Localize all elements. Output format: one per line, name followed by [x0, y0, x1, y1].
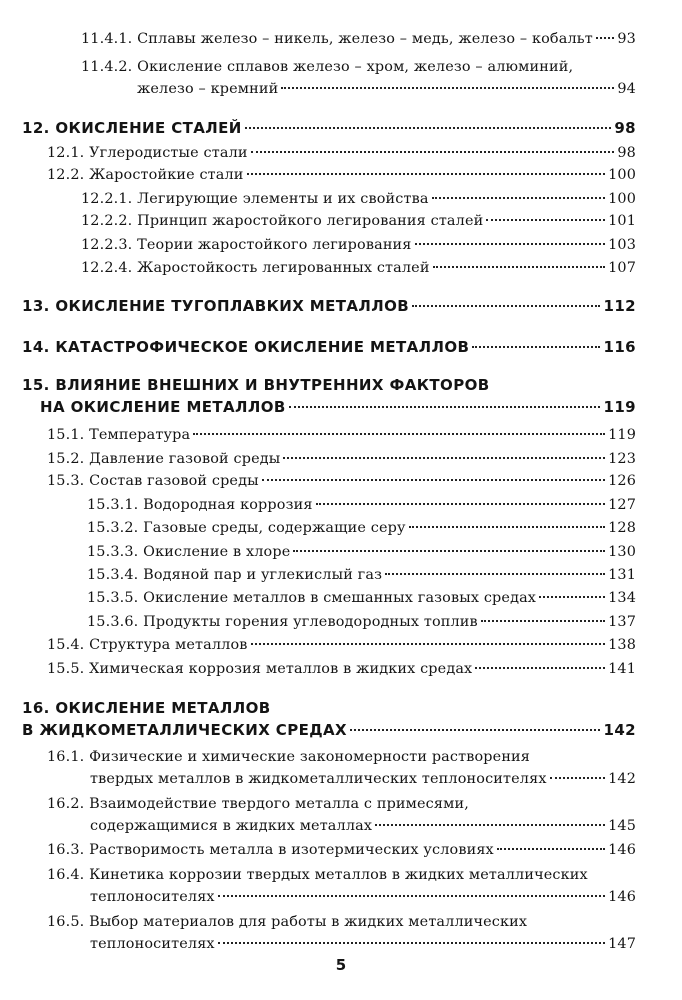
- toc-entry-15: [22, 374, 636, 418]
- dot-leader: [385, 573, 605, 575]
- toc-entry-title: 11.4.2. Окисление сплавов железо – хром, железо – алюминий,: [81, 59, 574, 75]
- toc-line: [22, 295, 636, 317]
- toc-entry-page: 142: [608, 771, 636, 787]
- toc-entry-title: 15.3.4. Водяной пар и углекислый газ: [87, 567, 383, 583]
- toc-line: [87, 587, 636, 609]
- dot-leader: [251, 643, 606, 645]
- toc-entry-title: 15.4. Структура металлов: [47, 637, 248, 653]
- toc-entry-title: 15.3.1. Водородная коррозия: [87, 497, 313, 513]
- toc-line: [47, 142, 636, 164]
- toc-chapter-title: 14. КАТАСТРОФИЧЕСКОЕ ОКИСЛЕНИЕ МЕТАЛЛОВ: [22, 338, 470, 356]
- toc-entry-page: 145: [608, 818, 636, 834]
- toc-entry-15-4: [47, 634, 636, 656]
- dot-leader: [283, 457, 605, 459]
- toc-line: [47, 911, 636, 933]
- toc-entry-page: 127: [608, 497, 636, 513]
- dot-leader: [281, 87, 614, 89]
- toc-entry-title: 15.2. Давление газовой среды: [47, 451, 281, 467]
- toc-line: [87, 611, 636, 633]
- toc-entry-page: 147: [608, 936, 636, 952]
- toc-entry-15-5: [47, 658, 636, 680]
- toc-line: [47, 634, 636, 656]
- toc-entry-title: 15.1. Температура: [47, 427, 191, 443]
- toc-entry-page: 131: [608, 567, 636, 583]
- toc-entry-page: 146: [608, 842, 636, 858]
- toc-entry-page: 137: [608, 614, 636, 630]
- toc-line: [47, 164, 636, 186]
- toc-entry-11-4-2: [81, 56, 636, 100]
- toc-line: [81, 28, 636, 50]
- dot-leader: [262, 479, 605, 481]
- toc-entry-16-1: [47, 746, 636, 790]
- toc-line: [87, 564, 636, 586]
- toc-entry-page: 141: [608, 661, 636, 677]
- toc-entry-page: 126: [608, 473, 636, 489]
- toc-entry-12: [22, 117, 636, 139]
- toc-entry-page: 94: [617, 81, 636, 97]
- toc-line: [47, 933, 636, 955]
- toc-chapter-title: 12. ОКИСЛЕНИЕ СТАЛЕЙ: [22, 119, 242, 137]
- dot-leader: [415, 243, 606, 245]
- toc-entry-page: 100: [608, 167, 636, 183]
- dot-leader: [193, 433, 605, 435]
- toc-chapter-title-cont: В ЖИДКОМЕТАЛЛИЧЕСКИХ СРЕДАХ: [22, 721, 347, 739]
- toc-entry-13: [22, 295, 636, 317]
- toc-line: [81, 234, 636, 256]
- toc-line: [87, 494, 636, 516]
- toc-entry-12-2: [47, 164, 636, 186]
- toc-entry-15-3-5: [87, 587, 636, 609]
- toc-line: [47, 886, 636, 908]
- toc-line: [47, 864, 636, 886]
- dot-leader: [218, 942, 605, 944]
- dot-leader: [433, 266, 605, 268]
- toc-entry-12-2-1: [81, 188, 636, 210]
- dot-leader: [486, 219, 605, 221]
- toc-entry-title-cont: теплоносителях: [90, 889, 215, 905]
- toc-line: [47, 658, 636, 680]
- dot-leader: [412, 305, 600, 307]
- toc-chapter-title-cont: НА ОКИСЛЕНИЕ МЕТАЛЛОВ: [40, 398, 286, 416]
- dot-leader: [316, 503, 606, 505]
- toc-entry-15-2: [47, 448, 636, 470]
- toc-entry-page: 119: [608, 427, 636, 443]
- toc-entry-page: 134: [608, 590, 636, 606]
- toc-line: [22, 697, 636, 719]
- toc-entry-page: 98: [617, 145, 636, 161]
- toc-entry-page: 98: [614, 119, 636, 137]
- toc-entry-12-2-4: [81, 257, 636, 279]
- toc-chapter-title: 13. ОКИСЛЕНИЕ ТУГОПЛАВКИХ МЕТАЛЛОВ: [22, 297, 410, 315]
- toc-entry-15-3: [47, 470, 636, 492]
- dot-leader: [293, 550, 605, 552]
- toc-entry-title: 12.2.2. Принцип жаростойкого легирования сталей: [81, 213, 484, 229]
- toc-line: [47, 448, 636, 470]
- toc-entry-page: 128: [608, 520, 636, 536]
- dot-leader: [481, 620, 605, 622]
- toc-line: [81, 188, 636, 210]
- toc-entry-title: 16.4. Кинетика коррозии твердых металлов в жидких металлических: [47, 867, 588, 883]
- toc-line: [47, 768, 636, 790]
- page-number: 5: [335, 956, 347, 974]
- toc-entry-16-4: [47, 864, 636, 908]
- toc-entry-page: 119: [603, 398, 636, 416]
- toc-line: [47, 815, 636, 837]
- toc-entry-14: [22, 336, 636, 358]
- toc-entry-title: 15.3.2. Газовые среды, содержащие серу: [87, 520, 406, 536]
- toc-entry-title: 12.2.4. Жаростойкость легированных сталей: [81, 260, 430, 276]
- toc-entry-15-3-4: [87, 564, 636, 586]
- toc-entry-15-3-6: [87, 611, 636, 633]
- toc-entry-16-2: [47, 793, 636, 837]
- dot-leader: [247, 173, 606, 175]
- toc-line: [81, 210, 636, 232]
- toc-entry-12-2-3: [81, 234, 636, 256]
- toc-entry-page: 123: [608, 451, 636, 467]
- toc-line: [47, 470, 636, 492]
- toc-line: [81, 78, 636, 100]
- toc-entry-16-5: [47, 911, 636, 955]
- toc-line: [87, 541, 636, 563]
- toc-entry-page: 107: [608, 260, 636, 276]
- toc-entry-title: 15.3.6. Продукты горения углеводородных топлив: [87, 614, 478, 630]
- toc-entry-title: 16.2. Взаимодействие твердого металла с примесями,: [47, 796, 469, 812]
- dot-leader: [596, 37, 615, 39]
- toc-entry-12-2-2: [81, 210, 636, 232]
- dot-leader: [472, 346, 600, 348]
- toc-entry-12-1: [47, 142, 636, 164]
- dot-leader: [475, 667, 605, 669]
- dot-leader: [432, 197, 606, 199]
- toc-entry-title: 12.1. Углеродистые стали: [47, 145, 248, 161]
- toc-entry-page: 116: [603, 338, 636, 356]
- toc-line: [47, 424, 636, 446]
- toc-entry-page: 146: [608, 889, 636, 905]
- toc-entry-page: 103: [608, 237, 636, 253]
- toc-entry-title-cont: содержащимися в жидких металлах: [90, 818, 373, 834]
- toc-entry-page: 138: [608, 637, 636, 653]
- toc-chapter-title: 16. ОКИСЛЕНИЕ МЕТАЛЛОВ: [22, 699, 271, 717]
- toc-chapter-title: 15. ВЛИЯНИЕ ВНЕШНИХ И ВНУТРЕННИХ ФАКТОРОВ: [22, 376, 490, 394]
- dot-leader: [245, 127, 612, 129]
- toc-entry-16-3: [47, 839, 636, 861]
- toc-entry-title: 15.5. Химическая коррозия металлов в жидких средах: [47, 661, 473, 677]
- dot-leader: [550, 777, 605, 779]
- toc-line: [22, 719, 636, 741]
- toc-line: [81, 257, 636, 279]
- toc-entry-page: 130: [608, 544, 636, 560]
- dot-leader: [375, 824, 605, 826]
- toc-entry-page: 112: [603, 297, 636, 315]
- dot-leader: [539, 596, 605, 598]
- toc-line: [81, 56, 636, 78]
- toc-entry-15-3-2: [87, 517, 636, 539]
- dot-leader: [289, 406, 601, 408]
- dot-leader: [409, 526, 605, 528]
- toc-entry-15-3-1: [87, 494, 636, 516]
- toc-entry-title-cont: твердых металлов в жидкометаллических теплоносителях: [90, 771, 547, 787]
- toc-line: [22, 117, 636, 139]
- toc-entry-title: 12.2. Жаростойкие стали: [47, 167, 244, 183]
- toc-entry-title-cont: железо – кремний: [137, 81, 279, 97]
- dot-leader: [350, 729, 600, 731]
- dot-leader: [218, 895, 605, 897]
- dot-leader: [497, 848, 605, 850]
- toc-entry-page: 100: [608, 191, 636, 207]
- toc-entry-16: [22, 697, 636, 741]
- toc-line: [22, 336, 636, 358]
- toc-entry-15-1: [47, 424, 636, 446]
- dot-leader: [251, 151, 615, 153]
- toc-entry-page: 142: [603, 721, 636, 739]
- toc-entry-11-4-1: [81, 28, 636, 50]
- toc-entry-page: 93: [617, 31, 636, 47]
- toc-entry-title: 15.3. Состав газовой среды: [47, 473, 259, 489]
- toc-entry-title: 16.5. Выбор материалов для работы в жидких металлических: [47, 914, 528, 930]
- toc-line: [47, 746, 636, 768]
- toc-entry-title: 16.3. Растворимость металла в изотермических условиях: [47, 842, 494, 858]
- toc-entry-title: 11.4.1. Сплавы железо – никель, железо – медь, железо – кобальт: [81, 31, 593, 47]
- toc-entry-title: 12.2.1. Легирующие элементы и их свойства: [81, 191, 429, 207]
- toc-entry-title: 16.1. Физические и химические закономерности растворения: [47, 749, 531, 765]
- toc-line: [47, 839, 636, 861]
- toc-entry-title: 15.3.3. Окисление в хлоре: [87, 544, 291, 560]
- toc-entry-15-3-3: [87, 541, 636, 563]
- toc-line: [22, 374, 636, 396]
- toc-line: [47, 793, 636, 815]
- toc-entry-title: 12.2.3. Теории жаростойкого легирования: [81, 237, 412, 253]
- toc-entry-title: 15.3.5. Окисление металлов в смешанных газовых средах: [87, 590, 537, 606]
- toc-entry-page: 101: [608, 213, 636, 229]
- toc-line: [22, 396, 636, 418]
- toc-entry-title-cont: теплоносителях: [90, 936, 215, 952]
- toc-line: [87, 517, 636, 539]
